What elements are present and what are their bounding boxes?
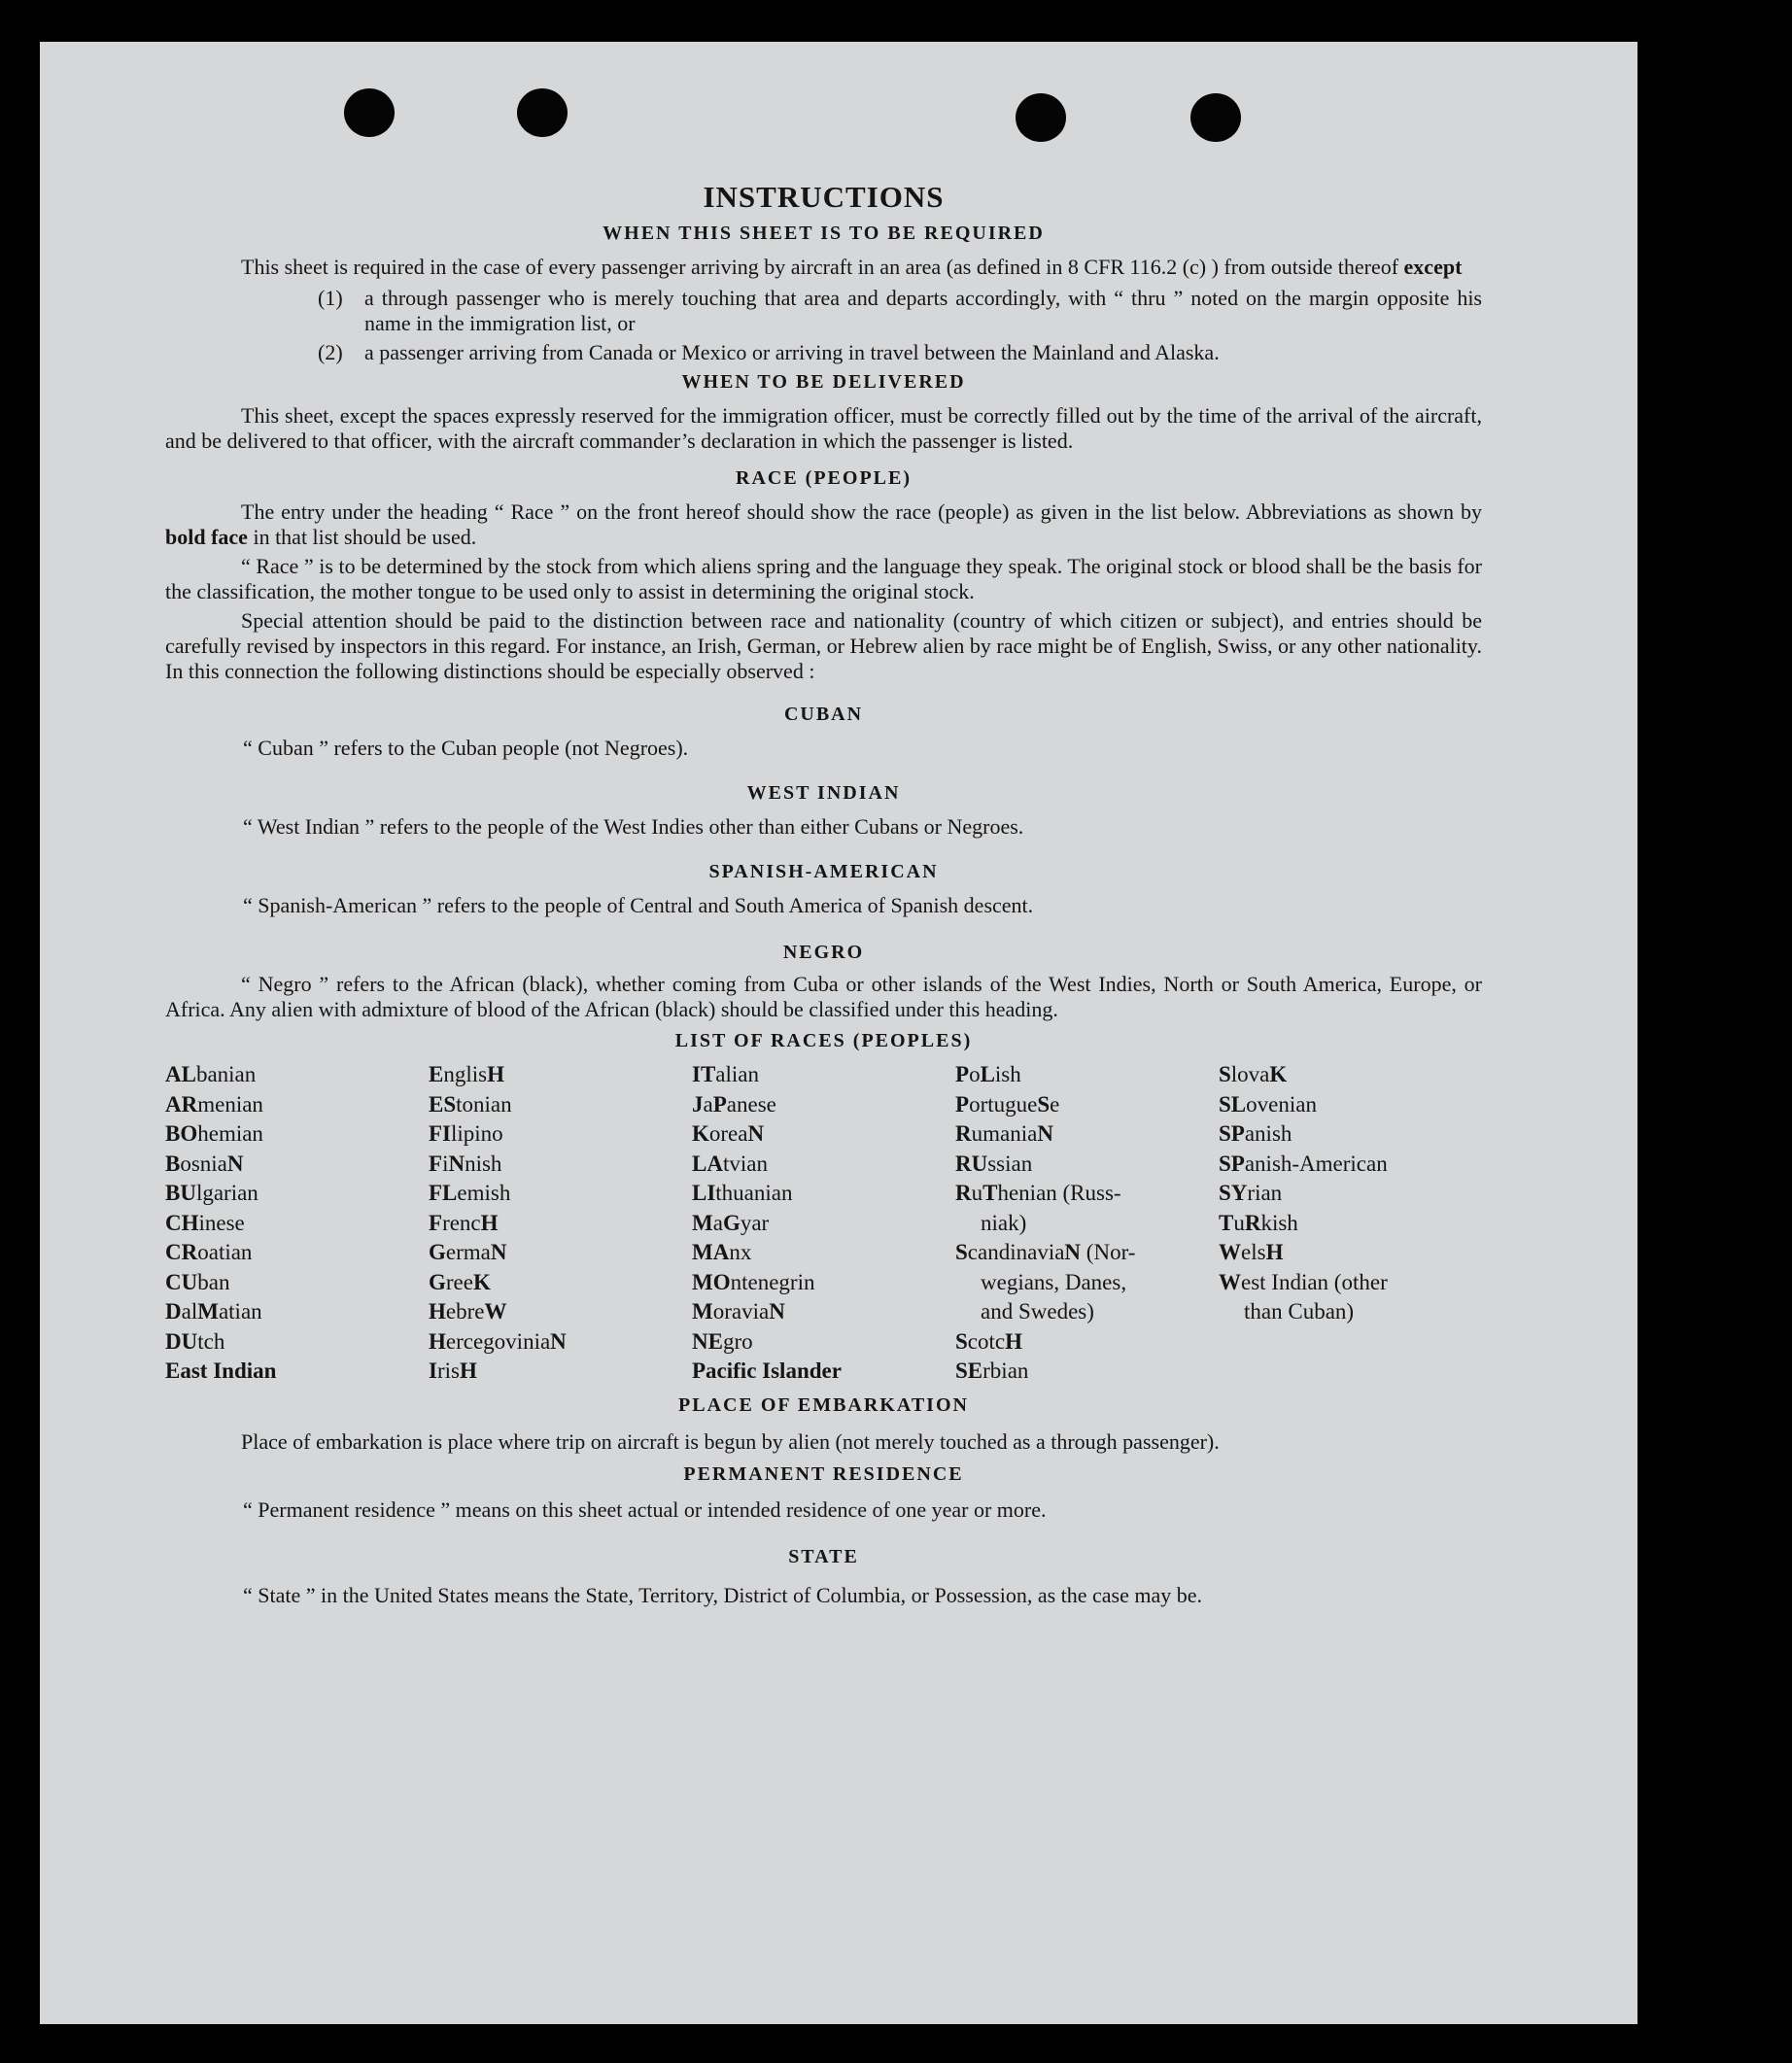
races-column	[1219, 1060, 1482, 1387]
race-entry	[692, 1357, 955, 1387]
cuban-text: “ Cuban ” refers to the Cuban people (not Negroes).	[243, 736, 689, 760]
negro-text: “ Negro ” refers to the African (black), whether coming from Cuba or other islands of the West Indies, North or South America, Europe, or Africa. Any alien with admixture of blood of the African (black) should be classified under this heading.	[165, 972, 1482, 1021]
heading-state: STATE	[788, 1545, 859, 1567]
heading-embarkation: PLACE OF EMBARKATION	[678, 1393, 969, 1416]
race-entry	[1219, 1209, 1482, 1239]
race-entry	[955, 1150, 1219, 1180]
race-entry	[429, 1327, 692, 1358]
heading-list-of-races: LIST OF RACES (PEOPLES)	[674, 1030, 973, 1051]
race-name-part: tch	[197, 1328, 225, 1354]
state-text: “ State ” in the United States means the State, Territory, District of Columbia, or Possession, as the case may be.	[243, 1582, 1203, 1607]
race-entry	[429, 1150, 692, 1180]
race-abbreviation: R	[955, 1181, 972, 1205]
race-entry	[165, 1268, 429, 1298]
race-abbreviation: M	[197, 1299, 219, 1324]
races-column	[955, 1060, 1219, 1387]
race-name-part: ovenian	[1246, 1091, 1317, 1117]
race-name-part: ban	[197, 1269, 230, 1294]
race-entry	[692, 1119, 955, 1150]
race-entry	[165, 1327, 429, 1358]
heading-delivered: WHEN TO BE DELIVERED	[681, 371, 966, 393]
race-abbreviation: F	[429, 1210, 443, 1235]
race-name-part: candinavia	[967, 1240, 1065, 1264]
race-name-part: yar	[740, 1210, 770, 1235]
race-entry	[429, 1060, 692, 1090]
race-name-part: ish	[994, 1062, 1021, 1086]
race-abbreviation: M	[692, 1210, 713, 1235]
race-abbreviation: LI	[692, 1181, 716, 1205]
race-name-part: atian	[218, 1299, 262, 1324]
race-paragraph-3: Special attention should be paid to the distinction between race and nationality (country of which citizen or subject), and entries should be carefully revised by inspectors in this regard. For instance, an Irish, German, or Hebrew alien by race might be of English, Swiss, or any other nationality. In this connection the following distinctions should be especially observed :	[165, 608, 1482, 683]
race-abbreviation: I	[429, 1358, 437, 1383]
race-abbreviation: N	[550, 1328, 567, 1354]
race-abbreviation: K	[692, 1121, 709, 1146]
race-abbreviation: G	[722, 1210, 741, 1235]
race-abbreviation: LA	[692, 1151, 723, 1176]
race-entry	[692, 1179, 955, 1209]
delivered-text: This sheet, except the spaces expressly reserved for the immigration officer, must be correctly filled out by the time of the arrival of the aircraft, and be delivered to that officer, with the aircraft commander’s declaration in which the passenger is listed.	[165, 403, 1482, 453]
item-number: (2)	[318, 340, 343, 364]
race-abbreviation: N	[448, 1151, 465, 1176]
race-abbreviation: N	[1064, 1240, 1082, 1264]
race-p1-b: in that list should be used.	[253, 525, 477, 549]
race-abbreviation: H	[429, 1299, 446, 1324]
spanish-american-text: “ Spanish-American ” refers to the people of Central and South America of Spanish descent.	[243, 893, 1034, 917]
race-name-part: ortugue	[969, 1091, 1038, 1117]
race-name-part: ssian	[987, 1151, 1033, 1176]
race-name-part: (Nor-	[1081, 1240, 1136, 1264]
race-abbreviation: E	[429, 1062, 444, 1086]
race-abbreviation: H	[487, 1062, 504, 1086]
required-except: except	[1403, 255, 1463, 279]
race-abbreviation: CR	[165, 1240, 198, 1264]
race-name-part: renc	[442, 1210, 481, 1235]
race-name-part: tvian	[722, 1151, 768, 1176]
punch-hole	[1190, 93, 1241, 142]
race-name-part: rian	[1247, 1181, 1283, 1205]
race-abbreviation: S	[955, 1328, 968, 1354]
race-abbreviation: SP	[1219, 1151, 1245, 1176]
race-entry	[429, 1119, 692, 1150]
race-abbreviation: BO	[165, 1121, 198, 1146]
race-name-part: u	[971, 1181, 983, 1205]
race-name-part: thuanian	[715, 1181, 793, 1205]
race-entry: niak)	[981, 1210, 1027, 1235]
races-column	[429, 1060, 692, 1387]
race-name-part: henian (Russ-	[997, 1181, 1121, 1205]
race-abbreviation: K	[1269, 1062, 1288, 1086]
race-abbreviation: P	[955, 1062, 970, 1086]
race-abbreviation: H	[1265, 1240, 1284, 1264]
race-name-part: al	[181, 1299, 198, 1324]
race-entry	[165, 1209, 429, 1239]
embarkation-text: Place of embarkation is place where trip on aircraft is begun by alien (not merely touched as a through passenger).	[241, 1428, 1220, 1454]
race-abbreviation: N	[490, 1240, 507, 1264]
race-abbreviation: P	[955, 1091, 970, 1117]
race-name-part: hemian	[197, 1121, 263, 1146]
required-item	[318, 340, 1482, 365]
race-entry	[692, 1327, 955, 1358]
race-name-part: ercegovinia	[445, 1328, 551, 1354]
race-name-part: tonian	[456, 1091, 512, 1117]
race-abbreviation: DU	[165, 1328, 198, 1354]
race-abbreviation: Pacific Islander	[692, 1358, 842, 1383]
race-entry	[1219, 1119, 1482, 1150]
race-abbreviation: SE	[955, 1358, 983, 1383]
race-entry	[429, 1297, 692, 1327]
race-entry	[955, 1238, 1219, 1268]
race-p1-a: The entry under the heading “ Race ” on the front hereof should show the race (people) as given in the list below. Abbreviations as shown by	[241, 499, 1482, 524]
race-entry	[692, 1150, 955, 1180]
race-abbreviation: SP	[1219, 1121, 1245, 1146]
west-indian-text: “ West Indian ” refers to the people of the West Indies other than either Cubans or Negroes.	[243, 814, 1024, 839]
race-name-part: ris	[436, 1358, 460, 1383]
race-entry	[165, 1119, 429, 1150]
race-entry: than Cuban)	[1244, 1299, 1355, 1324]
heading-spanish-american: SPANISH-AMERICAN	[708, 861, 939, 882]
race-entry	[692, 1238, 955, 1268]
punch-hole	[1016, 93, 1066, 142]
race-abbreviation: L	[980, 1062, 995, 1086]
race-entry	[1219, 1060, 1482, 1090]
race-abbreviation: MO	[692, 1269, 731, 1294]
race-p1-bold: bold face	[165, 525, 248, 549]
required-intro-text: This sheet is required in the case of every passenger arriving by aircraft in an area (as defined in 8 CFR 116.2 (c) ) from outside thereof	[241, 255, 1399, 279]
race-entry	[692, 1090, 955, 1120]
race-entry	[955, 1357, 1219, 1387]
race-entry	[692, 1297, 955, 1327]
race-name-part: lipino	[451, 1121, 503, 1146]
race-name-part: anish-American	[1244, 1151, 1388, 1176]
race-abbreviation: N	[1037, 1121, 1053, 1146]
item-text: a passenger arriving from Canada or Mexico or arriving in travel between the Mainland and Alaska.	[364, 340, 1220, 364]
race-entry	[165, 1150, 429, 1180]
race-entry	[165, 1238, 429, 1268]
race-abbreviation: SL	[1219, 1091, 1247, 1117]
race-name-part: emish	[457, 1181, 511, 1205]
race-abbreviation: H	[429, 1328, 446, 1354]
race-abbreviation: S	[1037, 1091, 1051, 1117]
race-name-part: lgarian	[195, 1181, 258, 1205]
race-abbreviation: P	[712, 1091, 727, 1117]
heading-cuban: CUBAN	[783, 704, 864, 725]
race-abbreviation: H	[1005, 1328, 1022, 1354]
race-name-part: banian	[195, 1062, 257, 1086]
race-name-part: oatian	[197, 1240, 253, 1264]
race-abbreviation: SY	[1219, 1181, 1248, 1205]
race-name-part: erma	[445, 1240, 491, 1264]
race-entry	[429, 1090, 692, 1120]
race-name-part: ree	[445, 1269, 473, 1294]
race-abbreviation: F	[429, 1151, 443, 1176]
race-abbreviation: RU	[955, 1151, 988, 1176]
race-entry	[692, 1060, 955, 1090]
race-abbreviation: B	[165, 1151, 181, 1176]
race-abbreviation: N	[226, 1151, 244, 1176]
race-abbreviation: J	[692, 1091, 704, 1117]
race-entry	[429, 1357, 692, 1387]
race-abbreviation: W	[1219, 1240, 1241, 1264]
race-paragraph-2: “ Race ” is to be determined by the stock from which aliens spring and the language they speak. The original stock or blood shall be the basis for the classification, the mother tongue to be used only to assist in determining the original stock.	[165, 554, 1482, 603]
races-list	[165, 1060, 1482, 1387]
race-name-part: kish	[1260, 1210, 1298, 1235]
race-abbreviation: H	[480, 1210, 499, 1235]
race-entry	[955, 1327, 1219, 1358]
race-abbreviation: IT	[692, 1062, 716, 1086]
race-abbreviation: CH	[165, 1210, 199, 1235]
race-name-part: anish	[1244, 1121, 1292, 1146]
race-name-part: alian	[715, 1062, 759, 1086]
race-name-part: lova	[1230, 1062, 1270, 1086]
race-entry	[165, 1060, 429, 1090]
race-name-part: umania	[971, 1121, 1038, 1146]
race-abbreviation: T	[982, 1181, 998, 1205]
race-entry: wegians, Danes,	[981, 1269, 1127, 1294]
race-abbreviation: G	[429, 1240, 446, 1264]
race-abbreviation: BU	[165, 1181, 196, 1205]
race-name-part: rbian	[982, 1358, 1029, 1383]
race-name-part: osnia	[180, 1151, 227, 1176]
race-entry	[955, 1119, 1219, 1150]
instructions-text	[165, 141, 1482, 1611]
heading-required: WHEN THIS SHEET IS TO BE REQUIRED	[603, 223, 1045, 244]
item-number: (1)	[318, 286, 343, 310]
race-entry	[1219, 1150, 1482, 1180]
heading-negro: NEGRO	[782, 942, 865, 963]
race-abbreviation: W	[1219, 1269, 1241, 1294]
race-abbreviation: N	[769, 1299, 785, 1324]
race-abbreviation: AL	[165, 1062, 196, 1086]
race-entry	[1219, 1238, 1482, 1268]
race-name-part: nish	[465, 1151, 502, 1176]
race-name-part: cotc	[967, 1328, 1006, 1354]
race-entry	[692, 1268, 955, 1298]
race-name-part: ntenegrin	[730, 1269, 815, 1294]
race-abbreviation: East Indian	[165, 1358, 277, 1383]
race-entry	[165, 1357, 429, 1387]
race-entry	[1219, 1179, 1482, 1209]
race-abbreviation: ES	[429, 1091, 457, 1117]
race-name-part: menian	[197, 1091, 263, 1117]
required-intro	[165, 255, 1482, 280]
heading-permanent-residence: PERMANENT RESIDENCE	[683, 1462, 964, 1485]
race-name-part: nx	[729, 1240, 752, 1264]
permanent-residence-text: “ Permanent residence ” means on this sheet actual or intended residence of one year or more.	[243, 1496, 1047, 1522]
race-name-part: ebre	[445, 1299, 485, 1324]
race-entry	[165, 1090, 429, 1120]
race-entry	[165, 1297, 429, 1327]
page-title: INSTRUCTIONS	[703, 180, 945, 214]
race-entry	[429, 1209, 692, 1239]
race-entry	[955, 1090, 1219, 1120]
race-entry	[1219, 1268, 1482, 1298]
race-name-part: a	[712, 1210, 723, 1235]
race-abbreviation: FL	[429, 1181, 458, 1205]
punch-hole	[344, 88, 395, 137]
race-entry	[692, 1209, 955, 1239]
race-name-part: u	[1233, 1210, 1245, 1235]
races-column	[165, 1060, 429, 1387]
race-entry	[955, 1060, 1219, 1090]
race-abbreviation: FI	[429, 1121, 451, 1146]
race-abbreviation: MA	[692, 1240, 730, 1264]
race-abbreviation: T	[1219, 1210, 1234, 1235]
race-entry	[429, 1179, 692, 1209]
required-item	[318, 286, 1482, 336]
race-name-part: gro	[722, 1328, 753, 1354]
race-abbreviation: N	[747, 1121, 765, 1146]
race-name-part: inese	[198, 1210, 245, 1235]
item-text: a through passenger who is merely touching that area and departs accordingly, with “ thru ” noted on the margin opposite his name in the immigration list, or	[364, 286, 1482, 335]
punch-hole	[517, 88, 568, 137]
race-entry: and Swedes)	[981, 1299, 1094, 1324]
heading-west-indian: WEST INDIAN	[746, 782, 901, 804]
race-abbreviation: CU	[165, 1269, 198, 1294]
race-entry	[955, 1179, 1219, 1209]
race-abbreviation: G	[429, 1269, 446, 1294]
race-abbreviation: W	[484, 1299, 507, 1324]
race-abbreviation: M	[692, 1299, 713, 1324]
race-abbreviation: K	[472, 1269, 491, 1294]
race-name-part: o	[969, 1062, 981, 1086]
race-abbreviation: R	[1244, 1210, 1261, 1235]
race-entry	[165, 1179, 429, 1209]
race-name-part: nglis	[443, 1062, 488, 1086]
race-abbreviation: S	[955, 1240, 968, 1264]
race-abbreviation: H	[459, 1358, 477, 1383]
race-abbreviation: S	[1219, 1062, 1231, 1086]
race-name-part: e	[1050, 1091, 1060, 1117]
race-name-part: anese	[726, 1091, 776, 1117]
race-name-part: est Indian (other	[1241, 1269, 1388, 1294]
race-entry	[429, 1238, 692, 1268]
race-name-part: els	[1241, 1240, 1266, 1264]
race-paragraph-1	[165, 499, 1482, 550]
race-entry	[1219, 1090, 1482, 1120]
race-abbreviation: R	[955, 1121, 972, 1146]
race-name-part: i	[442, 1151, 449, 1176]
race-name-part: orea	[708, 1121, 748, 1146]
race-name-part: a	[703, 1091, 713, 1117]
race-abbreviation: D	[165, 1299, 182, 1324]
race-abbreviation: NE	[692, 1328, 723, 1354]
races-column	[692, 1060, 955, 1387]
race-abbreviation: AR	[165, 1091, 198, 1117]
race-entry	[429, 1268, 692, 1298]
heading-race: RACE (PEOPLE)	[736, 467, 912, 489]
race-name-part: oravia	[712, 1299, 770, 1324]
